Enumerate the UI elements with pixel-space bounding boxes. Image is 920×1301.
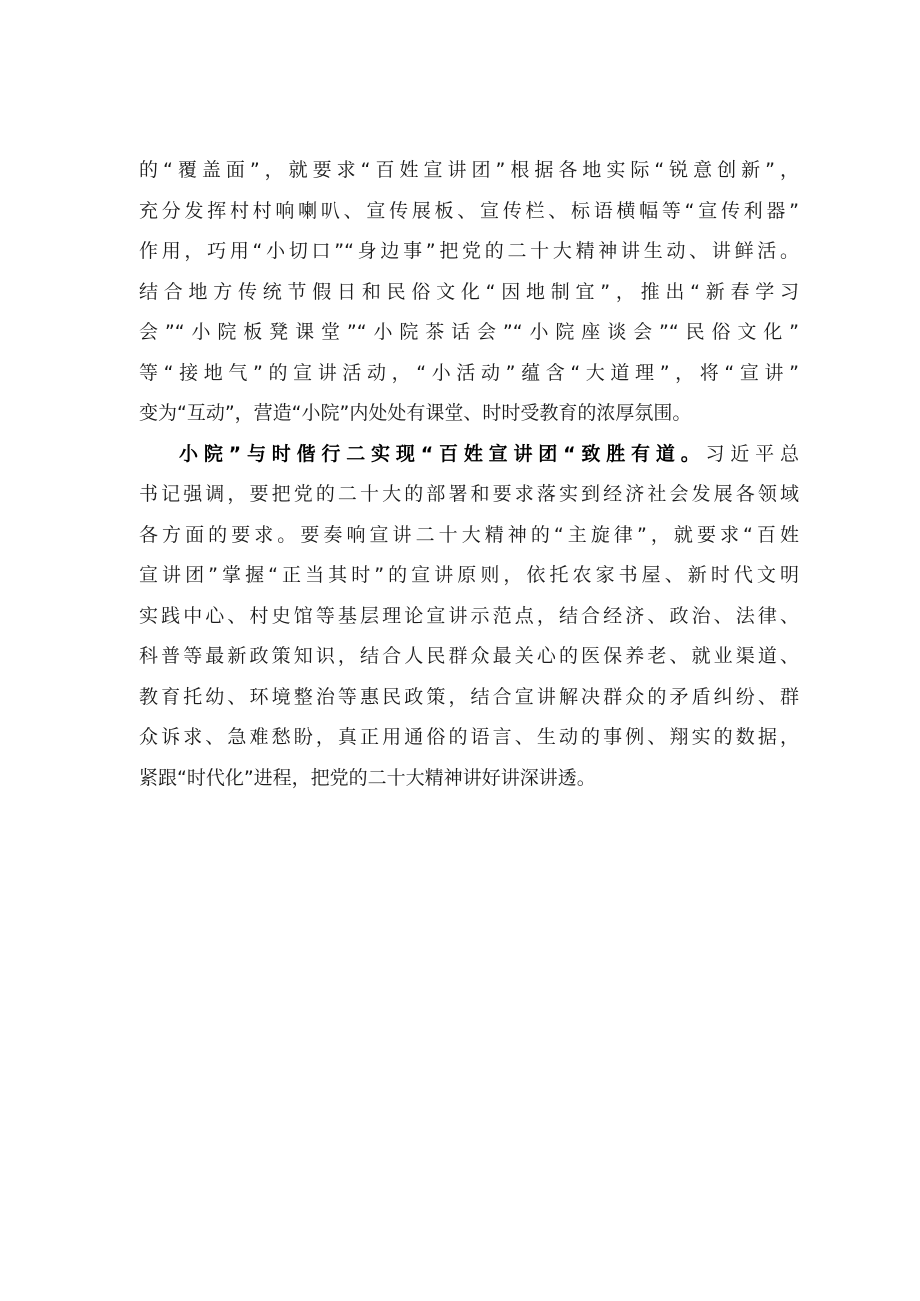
paragraph-2-first-line-rest: 习近平总 xyxy=(705,442,799,465)
paragraph-1-line: 变为“互动”，营造“小院”内处处有课堂、时时受教育的浓厚氛围。 xyxy=(139,402,692,424)
paragraph-1-line: 结合地方传统节假日和民俗文化“因地制宜”，推出“新春学习 xyxy=(139,280,799,303)
paragraph-2-line: 科普等最新政策知识，结合人民群众最关心的医保养老、就业渠道、 xyxy=(139,645,799,667)
paragraph-2-line: 教育托幼、环境整治等惠民政策，结合宣讲解决群众的矛盾纠纷、群 xyxy=(139,685,799,708)
paragraph-2 xyxy=(139,434,799,799)
paragraph-2-line: 书记强调，要把党的二十大的部署和要求落实到经济社会发展各领域 xyxy=(139,483,799,505)
paragraph-1-line: 等“接地气”的宣讲活动，“小活动”蕴含“大道理”，将“宣讲” xyxy=(139,361,799,384)
paragraph-2-line: 实践中心、村史馆等基层理论宣讲示范点，结合经济、政治、法律、 xyxy=(139,604,799,627)
paragraph-2-line: 紧跟“时代化”进程，把党的二十大精神讲好讲深讲透。 xyxy=(139,766,596,789)
paragraph-2-first-line xyxy=(139,434,799,475)
document-body xyxy=(139,150,799,798)
paragraph-1-line: 的“覆盖面”，就要求“百姓宣讲团”根据各地实际“锐意创新”， xyxy=(139,159,799,181)
paragraph-2-heading: 小院”与时偕行二实现“百姓宣讲团“致胜有道。 xyxy=(179,442,706,465)
paragraph-1-line: 充分发挥村村响喇叭、宣传展板、宣传栏、标语横幅等“宣传利器” xyxy=(139,199,799,222)
paragraph-1-line: 会”“小院板凳课堂”“小院茶话会”“小院座谈会”“民俗文化” xyxy=(139,321,799,343)
paragraph-2-line: 众诉求、急难愁盼，真正用通俗的语言、生动的事例、翔实的数据， xyxy=(139,726,799,748)
paragraph-2-line: 各方面的要求。要奏响宣讲二十大精神的“主旋律”，就要求“百姓 xyxy=(139,523,799,546)
paragraph-2-line: 宣讲团”掌握“正当其时”的宣讲原则，依托农家书屋、新时代文明 xyxy=(139,564,799,586)
paragraph-1-line: 作用，巧用“小切口”“身边事”把党的二十大精神讲生动、讲鲜活。 xyxy=(139,240,799,262)
paragraph-1 xyxy=(139,150,799,434)
